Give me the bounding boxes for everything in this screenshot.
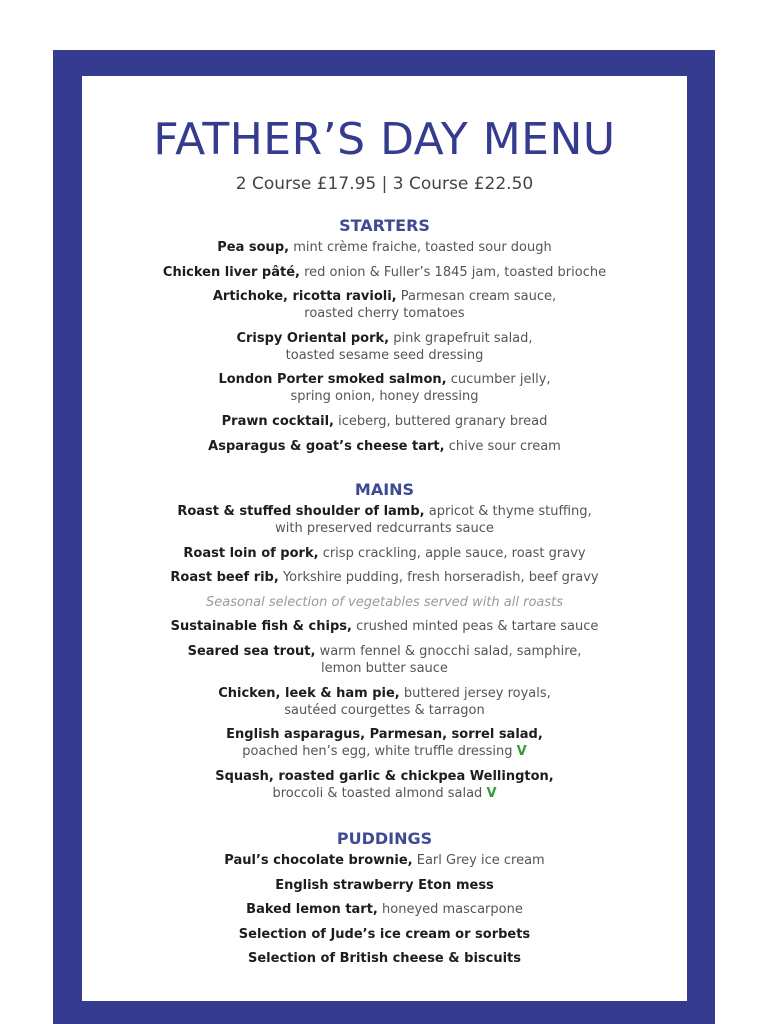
menu-item xyxy=(82,503,687,537)
dish-description-cont: lemon butter sauce xyxy=(321,660,448,676)
dish-description: warm fennel & gnocchi salad, samphire, xyxy=(319,643,582,659)
dish-name: Squash, roasted garlic & chickpea Wellington, xyxy=(215,768,554,784)
dish-description: buttered jersey royals, xyxy=(403,685,551,701)
menu-item xyxy=(82,726,687,760)
section-heading-mains: MAINS xyxy=(354,480,415,499)
dish-name: Selection of Jude’s ice cream or sorbets xyxy=(238,926,531,942)
dish-name: London Porter smoked salmon, xyxy=(218,372,447,388)
dish-description: Parmesan cream sauce, xyxy=(400,289,557,305)
dish-description-cont: toasted sesame seed dressing xyxy=(285,347,484,363)
menu-item xyxy=(82,950,687,967)
dish-name: Crispy Oriental pork, xyxy=(236,330,390,346)
dish-description-cont: poached hen’s egg, white truffle dressing xyxy=(242,744,513,760)
dish-name: Selection of British cheese & biscuits xyxy=(247,951,522,967)
dish-name: Asparagus & goat’s cheese tart, xyxy=(208,438,445,454)
dish-description: mint crème fraiche, toasted sour dough xyxy=(293,240,552,255)
vegetarian-badge: V xyxy=(486,785,497,801)
dish-description: iceberg, buttered granary bread xyxy=(338,413,548,429)
dish-description: red onion & Fuller’s 1845 jam, toasted brioche xyxy=(304,264,607,280)
dish-name: Baked lemon tart, xyxy=(246,902,378,918)
dish-name: Chicken liver pâté, xyxy=(162,264,300,280)
dish-description: apricot & thyme stuffing, xyxy=(428,504,592,519)
dish-name: Roast loin of pork, xyxy=(183,545,319,561)
dish-name: Seared sea trout, xyxy=(187,643,316,659)
vegetarian-badge: V xyxy=(516,744,527,760)
dish-name: Paul’s chocolate brownie, xyxy=(224,853,413,868)
roasts-note: Seasonal selection of vegetables served with all roasts xyxy=(205,594,564,610)
dish-description: honeyed mascarpone xyxy=(382,902,523,918)
dish-description: crisp crackling, apple sauce, roast gravy xyxy=(322,545,586,561)
menu-item xyxy=(82,438,687,455)
puddings-section xyxy=(82,826,687,975)
dish-name: Roast & stuffed shoulder of lamb, xyxy=(177,504,425,519)
menu-item xyxy=(82,618,687,635)
dish-description: chive sour cream xyxy=(448,438,561,454)
section-heading-puddings: PUDDINGS xyxy=(336,829,433,848)
dish-name: Sustainable fish & chips, xyxy=(170,619,352,635)
dish-description: cucumber jelly, xyxy=(450,372,551,388)
dish-description: Yorkshire pudding, fresh horseradish, beef gravy xyxy=(282,570,599,586)
dish-name: Prawn cocktail, xyxy=(221,413,334,429)
dish-description-cont: sautéed courgettes & tarragon xyxy=(284,702,485,718)
dish-description-cont: spring onion, honey dressing xyxy=(290,389,479,405)
menu-item xyxy=(82,288,687,322)
dish-name: Roast beef rib, xyxy=(170,570,279,586)
menu-item xyxy=(82,685,687,719)
menu-item xyxy=(82,901,687,918)
dish-description: pink grapefruit salad, xyxy=(393,330,533,346)
menu-item xyxy=(82,643,687,677)
dish-name: Chicken, leek & ham pie, xyxy=(218,685,400,701)
menu-item xyxy=(82,239,687,256)
dish-name: English asparagus, Parmesan, sorrel salad, xyxy=(226,727,543,743)
menu-item xyxy=(82,768,687,802)
dish-description-cont: with preserved redcurrants sauce xyxy=(275,521,494,536)
menu-item xyxy=(82,545,687,562)
menu-item xyxy=(82,877,687,894)
dish-name: Pea soup, xyxy=(217,240,290,255)
section-heading-starters: STARTERS xyxy=(339,216,430,235)
menu-pricing: 2 Course £17.95 | 3 Course £22.50 xyxy=(235,174,534,194)
dish-name: Artichoke, ricotta ravioli, xyxy=(212,289,397,305)
dish-description: crushed minted peas & tartare sauce xyxy=(356,619,599,635)
menu-item xyxy=(82,926,687,943)
menu-item xyxy=(82,852,687,869)
dish-description: Earl Grey ice cream xyxy=(416,853,545,868)
menu-item xyxy=(82,371,687,405)
mains-section xyxy=(82,477,687,809)
menu-item xyxy=(82,413,687,430)
dish-name: English strawberry Eton mess xyxy=(275,877,494,893)
dish-description-cont: roasted cherry tomatoes xyxy=(304,306,465,322)
dish-description-cont: broccoli & toasted almond salad xyxy=(272,785,483,801)
menu-card xyxy=(82,76,687,1001)
menu-title: FATHER’S DAY MENU xyxy=(153,114,616,165)
menu-item xyxy=(82,264,687,281)
starters-section xyxy=(82,213,687,462)
menu-item xyxy=(82,569,687,586)
menu-item xyxy=(82,330,687,364)
